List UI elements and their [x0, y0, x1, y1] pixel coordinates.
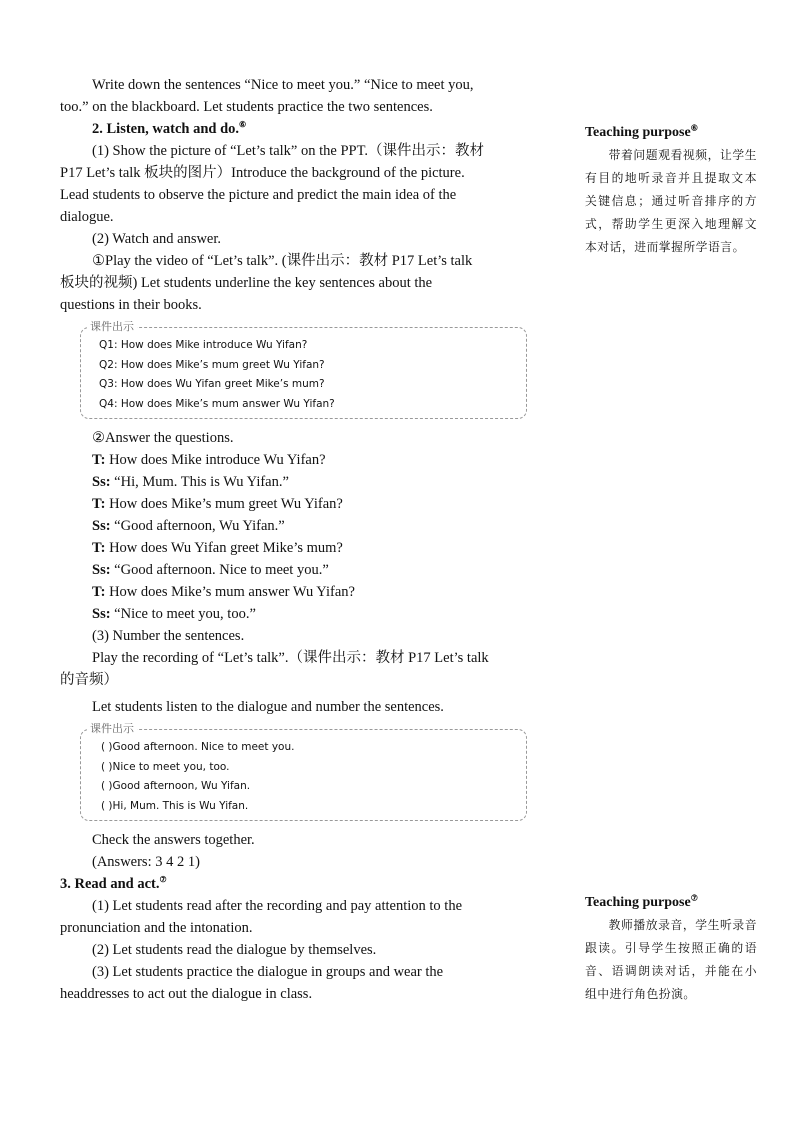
utterance: “Hi, Mum. This is Wu Yifan.” — [110, 474, 289, 490]
sentence-row: ( )Good afternoon. Nice to meet you. — [101, 741, 295, 753]
text-line: ②Answer the questions. — [92, 430, 234, 446]
note-title: Teaching purpose — [585, 895, 691, 910]
utterance: “Good afternoon. Nice to meet you.” — [110, 562, 329, 578]
dialogue-line — [60, 471, 535, 493]
dialogue-line — [60, 603, 535, 625]
footnote-marker: ⑥ — [239, 120, 247, 130]
speaker: Ss: — [92, 518, 111, 534]
question-row: Q2: How does Mike’s mum greet Wu Yifan? — [99, 358, 325, 371]
dialogue-line — [60, 515, 535, 537]
text-line: ①Play the video of “Let’s talk”. (课件出示：教材 P17 Let’s talk — [92, 253, 473, 269]
teaching-purpose-note — [585, 122, 757, 259]
speaker: Ss: — [92, 562, 111, 578]
dialogue-line — [60, 449, 535, 471]
footnote-marker: ⑦ — [690, 893, 698, 903]
text-line: headdresses to act out the dialogue in class. — [60, 986, 313, 1002]
speaker: Ss: — [92, 474, 111, 490]
text-line: 板块的视频) Let students underline the key sentences about the — [60, 275, 433, 291]
text-line: (1) Show the picture of “Let’s talk” on the PPT.（课件出示：教材 — [92, 143, 484, 159]
text-line: pronunciation and the intonation. — [60, 920, 253, 936]
text-line: Lead students to observe the picture and predict the main idea of the — [60, 187, 457, 203]
speaker: T: — [92, 452, 106, 468]
note-body: 教师播放录音，学生听录音跟读。引导学生按照正确的语音、语调朗读对话，并能在小组中进行角色扮演。 — [585, 918, 757, 1001]
section-heading — [60, 873, 535, 895]
sentence-row: ( )Hi, Mum. This is Wu Yifan. — [101, 799, 249, 812]
note-title: Teaching purpose — [585, 125, 691, 140]
text-line: (3) Let students practice the dialogue in groups and wear the — [92, 964, 444, 980]
text-line: (3) Number the sentences. — [92, 628, 245, 644]
sentence-row: ( )Nice to meet you, too. — [101, 760, 230, 773]
text-line: Let students listen to the dialogue and number the sentences. — [92, 699, 444, 715]
question-row: Q4: How does Mike’s mum answer Wu Yifan? — [99, 397, 335, 410]
text-line: 的音频） — [60, 672, 118, 688]
note-heading — [585, 122, 757, 144]
footnote-marker: ⑦ — [159, 875, 167, 885]
footnote-marker: ⑥ — [690, 123, 698, 133]
note-heading — [585, 892, 757, 914]
text-line: (1) Let students read after the recording and pay attention to the — [92, 898, 463, 914]
utterance: How does Mike introduce Wu Yifan? — [105, 452, 326, 468]
utterance: “Good afternoon, Wu Yifan.” — [110, 518, 285, 534]
dialogue-line — [60, 537, 535, 559]
text-line: Check the answers together. — [92, 832, 255, 848]
text-line: (Answers: 3 4 2 1) — [92, 854, 200, 870]
utterance: How does Mike’s mum answer Wu Yifan? — [105, 584, 355, 600]
courseware-box-sentences — [80, 722, 527, 821]
text-line: P17 Let’s talk 板块的图片）Introduce the background of the picture. — [60, 165, 465, 181]
section-title: 2. Listen, watch and do. — [92, 121, 240, 137]
section-heading — [60, 118, 535, 140]
lesson-main-column — [60, 74, 535, 1005]
note-body: 带着问题观看视频，让学生有目的地听录音并且提取文本关键信息；通过听音排序的方式，帮助学生更深入地理解文本对话，进而掌握所学语言。 — [585, 148, 757, 254]
section-title: 3. Read and act. — [60, 876, 160, 892]
dialogue-line — [60, 493, 535, 515]
question-row: Q3: How does Wu Yifan greet Mike’s mum? — [99, 378, 325, 390]
sentence-row: ( )Good afternoon, Wu Yifan. — [101, 780, 251, 792]
speaker: T: — [92, 540, 106, 556]
text-line: (2) Let students read the dialogue by themselves. — [92, 942, 377, 958]
utterance: “Nice to meet you, too.” — [110, 606, 256, 622]
utterance: How does Mike’s mum greet Wu Yifan? — [105, 496, 343, 512]
text-line: dialogue. — [60, 209, 114, 225]
text-line: questions in their books. — [60, 297, 202, 313]
dialogue-line — [60, 581, 535, 603]
courseware-tag: 课件出示 — [87, 722, 137, 736]
text-line: Play the recording of “Let’s talk”.（课件出示：教材 P17 Let’s talk — [92, 650, 489, 666]
text-line: Write down the sentences “Nice to meet you.” “Nice to meet you, — [92, 77, 474, 93]
speaker: Ss: — [92, 606, 111, 622]
utterance: How does Wu Yifan greet Mike’s mum? — [105, 540, 343, 556]
text-line: (2) Watch and answer. — [92, 231, 222, 247]
speaker: T: — [92, 496, 106, 512]
question-row: Q1: How does Mike introduce Wu Yifan? — [99, 339, 308, 351]
teaching-purpose-note — [585, 892, 757, 1006]
speaker: T: — [92, 584, 106, 600]
courseware-box-questions — [80, 320, 527, 419]
courseware-tag: 课件出示 — [87, 320, 137, 334]
text-line: too.” on the blackboard. Let students practice the two sentences. — [60, 99, 433, 115]
dialogue-line — [60, 559, 535, 581]
